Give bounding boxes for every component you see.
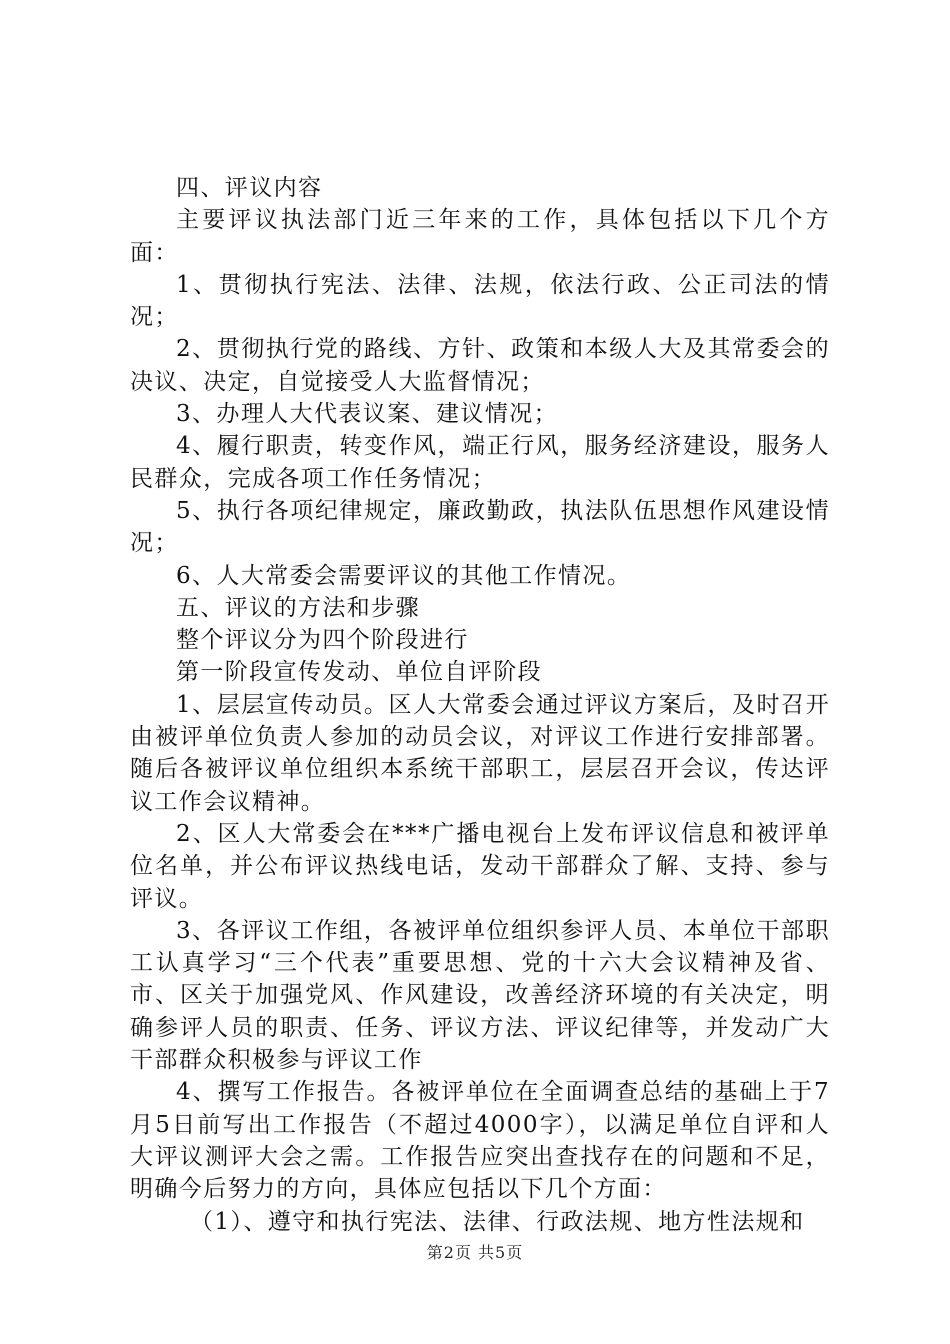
list-item: 3、办理人大代表议案、建议情况； <box>176 401 559 428</box>
list-item: 6、人大常委会需要评议的其他工作情况。 <box>176 562 632 589</box>
list-item: 4、撰写工作报告。各被评单位在全面调查总结的基础上于7月5日前写出工作报告（不超过4000字），以满足单位自评和人大评议测评大会之需。工作报告应突出查找存在的问题和不足，明确今后努力的方向，具体应包括以下几个方面： <box>130 1079 830 1203</box>
paragraph: 主要评议执法部门近三年来的工作，具体包括以下几个方面： <box>130 207 830 266</box>
document-body <box>130 172 830 1238</box>
list-item: 3、各评议工作组，各被评单位组织参评人员、本单位干部职工认真学习“三个代表”重要思想、党的十六大会议精神及省、市、区关于加强党风、作风建设，改善经济环境的有关决定，明确参评人员的职责、任务、评议方法、评议纪律等，并发动广大干部群众积极参与评议工作 <box>130 917 830 1074</box>
list-item: 1、贯彻执行宪法、法律、法规，依法行政、公正司法的情况； <box>130 271 830 331</box>
list-item: （1）、遵守和执行宪法、法律、行政法规、地方性法规和 <box>190 1208 805 1235</box>
section-heading: 五、评议的方法和步骤 <box>176 594 420 621</box>
section-heading: 四、评议内容 <box>176 175 323 201</box>
list-item: 1、层层宣传动员。区人大常委会通过评议方案后，及时召开由被评单位负责人参加的动员会议，对评议工作进行安排部署。随后各被评议单位组织本系统干部职工，层层召开会议，传达评议工作会议精神。 <box>130 691 830 815</box>
list-item: 2、贯彻执行党的路线、方针、政策和本级人大及其常委会的决议、决定，自觉接受人大监督情况； <box>130 336 830 395</box>
list-item: 4、履行职责，转变作风，端正行风，服务经济建设，服务人民群众，完成各项工作任务情况； <box>130 433 830 492</box>
list-item: 2、区人大常委会在***广播电视台上发布评议信息和被评单位名单，并公布评议热线电话，发动干部群众了解、支持、参与评议。 <box>130 820 830 912</box>
list-item: 5、执行各项纪律规定，廉政勤政，执法队伍思想作风建设情况； <box>130 497 830 557</box>
page-number-footer: 第2页 共5页 <box>426 1243 524 1262</box>
paragraph: 整个评议分为四个阶段进行 <box>176 627 469 654</box>
subsection-heading: 第一阶段宣传发动、单位自评阶段 <box>176 659 542 686</box>
